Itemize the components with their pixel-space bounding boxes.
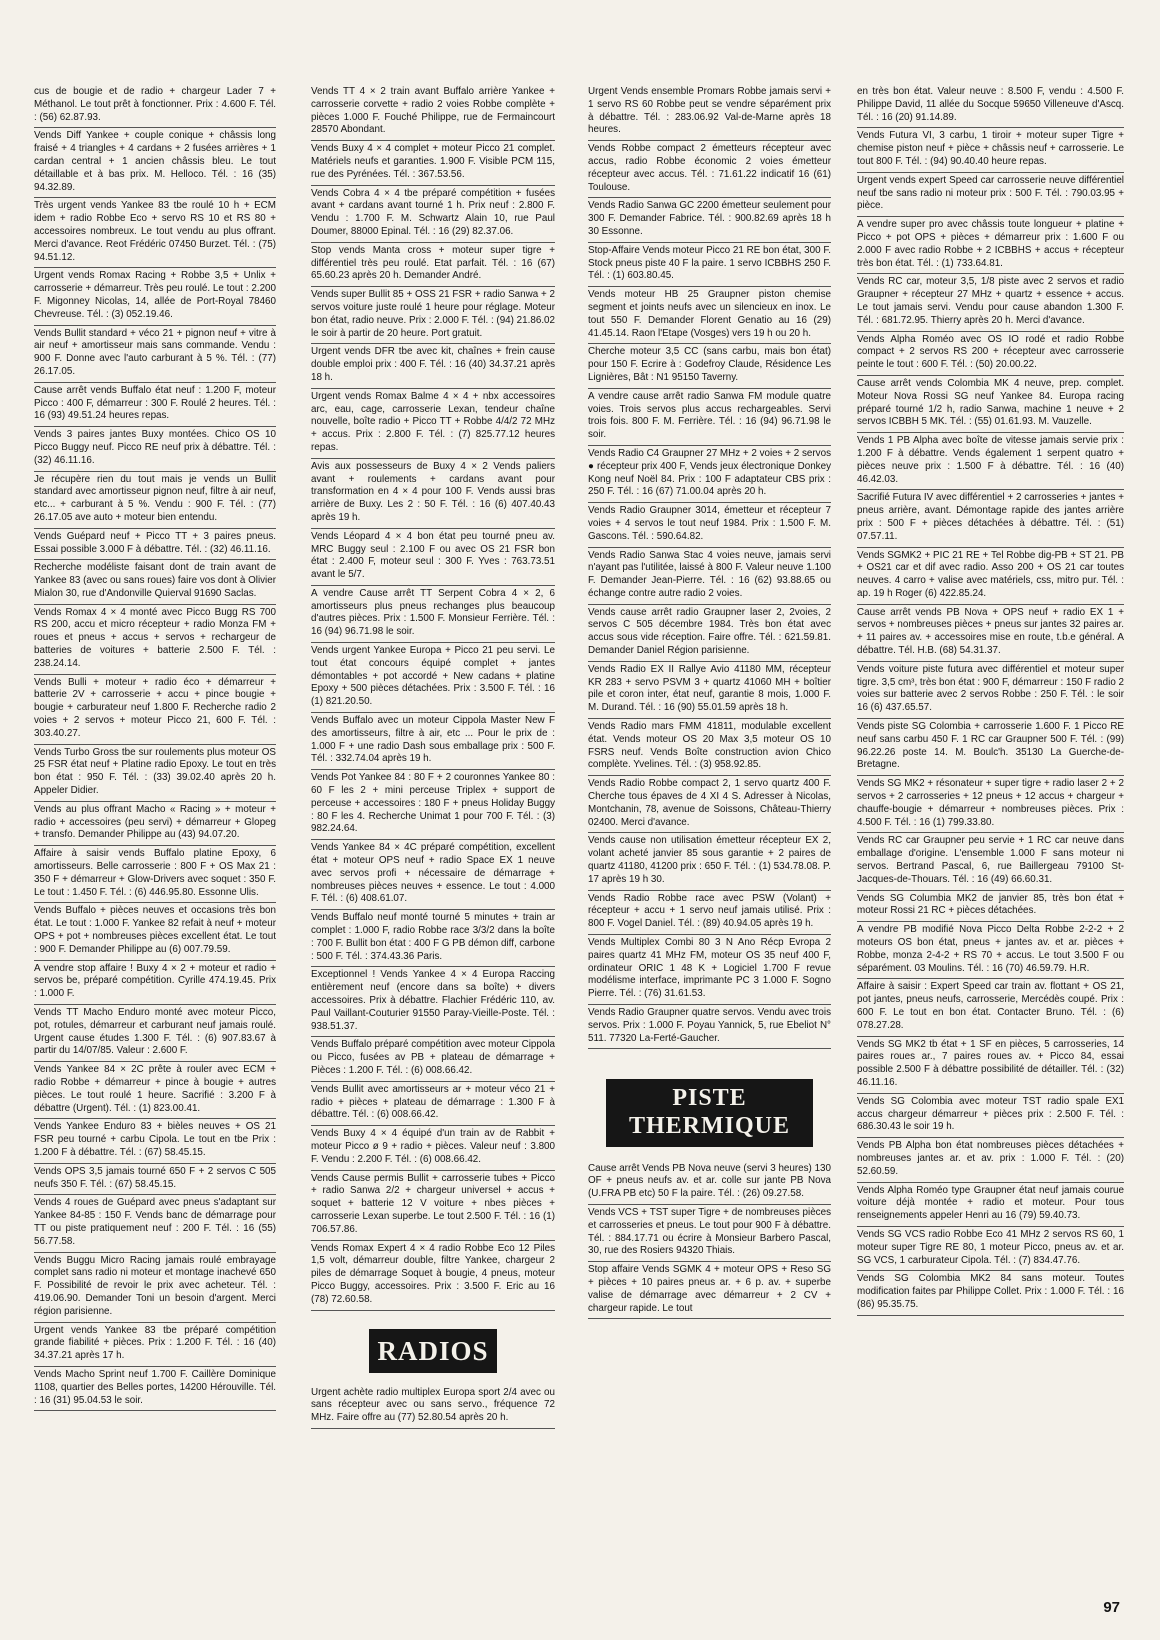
classified-ad: Vends cause non utilisation émetteur récepteur EX 2, volant acheté janvier 85 sous garantie + 2 paires de quartz 41180, 41200 prix : 650 F. Tél. : (1) 534.78.08. P. 17 après 19 h 30. — [588, 833, 831, 890]
classified-ad: Vends Radio EX II Rallye Avio 41180 MM, récepteur KR 283 + servo PSVM 3 + quartz 41060 MH + boîtier pile et coron inter, état neuf, garantie 8 mois, 1.000 F. M. Durand. Tél. : 16 (90) 55.01.59 après 18 h. — [588, 662, 831, 719]
classified-ad: Vends Radio C4 Graupner 27 MHz + 2 voies + 2 servos ● récepteur prix 400 F, Vends jeux électronique Donkey Kong neuf Noël 84. Prix : 100 F adaptateur CBS prix : 250 F. Tél. : 16 (67) 71.00.04 après 20 h. — [588, 446, 831, 503]
classified-ad: Vends Buffalo préparé compétition avec moteur Cippola ou Picco, fusées av PB + plateau de démarrage + Pièces : 1.200 F. Tél. : (6) 008.66.42. — [311, 1037, 555, 1081]
classified-ad: Vends Radio Graupner quatre servos. Vendu avec trois servos. Prix : 1.000 F. Poyau Yannick, 5, rue Ebeliot N° 511. 77320 La-Ferté-Gaucher. — [588, 1005, 831, 1049]
classified-ad: Vends Buggu Micro Racing jamais roulé embrayage complet sans radio ni moteur et montage inachevé 650 F. Possibilité de revoir le prix avec acheteur. Tél. : 419.06.90. Demander Toni un besoin d'argent. Merci région parisienne. — [34, 1253, 276, 1323]
classified-ad: Cause arrêt vends Colombia MK 4 neuve, prep. complet. Moteur Nova Rossi SG neuf Yankee 84. Europa racing préparé tourné 1/2 h, radio Sanwa, machine 1 neuve + 2 servos ICBBH 5 MK. Tél. : (55) 01.61.93. M. Vauzelle. — [857, 376, 1124, 433]
classified-ad: Vends 3 paires jantes Buxy montées. Chico OS 10 Picco Buggy neuf. Picco RE neuf prix à débattre. Tél. : (32) 46.11.16. — [34, 427, 276, 471]
classified-ad: Vends Alpha Roméo type Graupner état neuf jamais courue voiture déjà montée + radio et moteur. Pour tous renseignements appeler Henri au 16 (79) 59.40.73. — [857, 1183, 1124, 1227]
classified-ad: Vends TT Macho Enduro monté avec moteur Picco, pot, rotules, démarreur et carburant neuf jamais roulé. Urgent cause études 1.300 F. Tél. : (6) 907.83.67 à partir du 14/07/85. Valeur : 2.600 F. — [34, 1005, 276, 1062]
classified-ad: Vends Bulli + moteur + radio éco + démarreur + batterie 2V + carrosserie + accu + pince bougie + bougie + carburateur neuf 1.800 F. Recherche radio 2 voies + 2 servos + moteur Picco 21, 600 F. Tél. : 303.40.27. — [34, 675, 276, 745]
classified-ad: Vends Yankee 84 × 4C préparé compétition, excellent état + moteur OPS neuf + radio Space EX 1 neuve avec servos profi + nécessaire de démarrage + nombreuses pièces neuves + essence. Le tout : 4.000 F. Tél. : (6) 408.61.07. — [311, 840, 555, 910]
radios-ads — [311, 1385, 555, 1429]
classified-ad: A vendre stop affaire ! Buxy 4 × 2 + moteur et radio + servos be, préparé compétition. Cyrille 474.19.45. Prix : 1.000 F. — [34, 961, 276, 1005]
classified-ad: Vends Bullit standard + véco 21 + pignon neuf + vitre à air neuf + amortisseur mais sans commande. Vendu : 900 F. Donne avec l'auto carburant à 5 %. Tél. : (77) 26.17.05. — [34, 326, 276, 383]
classified-ad: Vends Turbo Gross tbe sur roulements plus moteur OS 25 FSR état neuf + Platine radio Epoxy. Le tout en très bon état : 950 F. Tél. : (33) 39.02.40 après 20 h. Appeler Didier. — [34, 745, 276, 802]
classified-ad: Stop-Affaire Vends moteur Picco 21 RE bon état, 300 F. Stock pneus piste 40 F la paire. 1 servo ICBBHS 250 F. Tél. : (1) 603.80.45. — [588, 243, 831, 287]
classified-ad: Urgent vends expert Speed car carrosserie neuve différentiel neuf tbe sans radio ni moteur prix : 500 F. Tél. : 790.03.95 + pièce. — [857, 173, 1124, 217]
classified-ad: Vends piste SG Colombia + carrosserie 1.600 F. 1 Picco RE neuf sans carbu 450 F. 1 RC car Graupner 500 F. Tél. : (99) 96.22.26 poste 14. M. Boulc'h. 35130 La Guerche-de-Bretagne. — [857, 719, 1124, 776]
classified-ad: Urgent achète radio multiplex Europa sport 2/4 avec ou sans récepteur avec ou sans servo., fréquence 72 MHz. Faire offre au (77) 52.80.54 après 20 h. — [311, 1385, 555, 1429]
classified-ad: Vends Radio mars FMM 41811, modulable excellent état. Vends moteur OS 20 Max 3,5 moteur OS 10 FSRS neuf. Vends Boîte construction avion Chico complète. Yvelines. Tél. : (3) 958.92.85. — [588, 719, 831, 776]
classified-ad: Très urgent vends Yankee 83 tbe roulé 10 h + ECM idem + radio Robbe Eco + servo RS 10 et RS 80 + accessoires nombreux. Le tout vendu au plus offrant. Merci d'avance. Reot Frédéric 07450 Burzet. Tél. : (75) 94.51.12. — [34, 198, 276, 268]
classified-ad: Vends voiture piste futura avec différentiel et moteur super tigre. 3,5 cm³, très bon état : 900 F, démarreur : 150 F radio 2 voies sur batterie avec 2 servos Robbe : 250 F. Tél. : le soir 16 (6) 437.65.57. — [857, 662, 1124, 719]
classified-ad: A vendre super pro avec châssis toute longueur + platine + Picco + pot OPS + pièces + démarreur prix : 1.600 F ou 2.000 F avec radio Robbe + 2 ICBBHS + accus + récepteur très bon état. Tél. : (1) 733.64.81. — [857, 217, 1124, 274]
classified-ad: Vends Radio Robbe compact 2, 1 servo quartz 400 F. Cherche tous épaves de 4 XI 4 S. Adresser à Nicolas, Montchanin, 78, avenue de Soissons, Château-Thierry 02400. Merci d'avance. — [588, 776, 831, 833]
classified-ad: Vends SG Columbia MK2 de janvier 85, très bon état + moteur Rossi 21 RC + pièces détachées. — [857, 891, 1124, 923]
classified-ad: Avis aux possesseurs de Buxy 4 × 2 Vends paliers avant + roulements + cardans avant pour transformation en 4 × 4 pour 100 F. Vends aussi bras arrière de Buxy. Les 2 : 50 F. Tél. : 16 (6) 407.40.43 après 19 h. — [311, 459, 555, 529]
classified-ad: Vends Alpha Roméo avec OS IO rodé et radio Robbe compact + 2 servos RS 200 + récepteur avec carrosserie peinte le tout : 600 F. Tél. : (50) 20.00.22. — [857, 332, 1124, 376]
classified-ad: Urgent Vends ensemble Promars Robbe jamais servi + 1 servo RS 60 Robbe peut se vendre séparément prix à débattre. Tél. : 283.06.92 Val-de-Marne après 18 heures. — [588, 84, 831, 141]
classified-ad: Vends Multiplex Combi 80 3 N Ano Récp Evropa 2 paires quartz 41 MHz FM, moteur OS 35 neuf 400 F, ordinateur ORIC 1 48 K + Logiciel 1.700 F revue modélisme interface, imprimante PC 3 1.000 F. Sogno Pierre. Tél. : (76) 31.61.53. — [588, 935, 831, 1005]
classified-ad: Urgent vends DFR tbe avec kit, chaînes + frein cause double emploi prix : 400 F. Tél. : 16 (40) 34.37.21 après 18 h. — [311, 344, 555, 388]
classified-ad: Vends Futura VI, 3 carbu, 1 tiroir + moteur super Tigre + chemise piston neuf + pièce + châssis neuf + carrosserie. Le tout 800 F. Tél. : (94) 90.40.40 heure repas. — [857, 128, 1124, 172]
classified-ad: Vends Buffalo + pièces neuves et occasions très bon état. Le tout : 1.000 F. Yankee 82 refait à neuf + moteur OPS + pot + nombreuses pièces excellent état. Le tout : 900 F. Demander Philippe au (6) 007.79.59. — [34, 903, 276, 960]
classified-ad: Urgent vends Yankee 83 tbe préparé compétition grande fiabilité + pièces. Prix : 1.200 F. Tél. : 16 (40) 34.37.21 après 17 h. — [34, 1323, 276, 1367]
classified-ad: Vends SG VCS radio Robbe Eco 41 MHz 2 servos RS 60, 1 moteur super Tigre RE 80, 1 moteur Picco, pneus av. et ar. SG VCS, 1 carburateur Cipola. Tél. : (7) 834.47.76. — [857, 1227, 1124, 1271]
radios-section-header: RADIOS — [369, 1329, 497, 1373]
classified-ad: A vendre PB modifié Nova Picco Delta Robbe 2-2-2 + 2 moteurs OS bon état, pneus + jantes av. et ar. pièces + Robbe, monza 2-4-2 + RS 70 + accus. Le tout 3.500 F ou séparément. 03 Moulins. Tél. : 16 (70) 46.59.79. H.R. — [857, 922, 1124, 979]
piste-thermique-ads — [588, 1161, 831, 1320]
classified-ad: Vends SGMK2 + PIC 21 RE + Tel Robbe dig-PB + ST 21. PB + OS21 car et dif avec radio. Asso 200 + OS 21 car toutes neuves. 4 carro + valise avec matériels, css, mitro pur. Tél. : ap. 19 h Roger (6) 422.85.24. — [857, 548, 1124, 605]
classified-ad: Vends cause arrêt radio Graupner laser 2, 2voies, 2 servos C 505 décembre 1984. Très bon état avec accus sous vide réception. Faire offre. Tél. : 621.59.81. Demander Daniel Région parisienne. — [588, 605, 831, 662]
classified-ad: Vends Romax Expert 4 × 4 radio Robbe Eco 12 Piles 1,5 volt, démarreur double, filtre Yankee, chargeur 2 piles de démarrage Soquet à bougie, 4 pneus, moteur Picco Buggy, accessoires. Prix : 3.500 F. Eric au 16 (78) 72.60.58. — [311, 1241, 555, 1311]
classified-ad: Vends Pot Yankee 84 : 80 F + 2 couronnes Yankee 80 : 60 F les 2 + mini perceuse Triplex + support de perceuse + accessoires : 180 F + pneus Holiday Buggy : 80 F les 4. Recherche Unimat 1 pour 700 F. Tél. : (3) 982.24.64. — [311, 770, 555, 840]
classified-ad: Vends TT 4 × 2 train avant Buffalo arrière Yankee + carrosserie corvette + radio 2 voies Robbe complète + pièces 1.000 F. Fouché Philippe, rue de Fermaincourt 28570 Abondant. — [311, 84, 555, 141]
classified-ad: Vends SG Colombia avec moteur TST radio spale EX1 accus chargeur démarreur + pièces prix : 2.500 F. Tél. : 686.30.43 le soir 19 h. — [857, 1094, 1124, 1138]
classified-ad: Vends Léopard 4 × 4 bon état peu tourné pneu av. MRC Buggy seul : 2.100 F ou avec OS 21 FSR bon état : 2.400 F, moteur seul : 300 F. Yves : 763.73.51 avant le 5/7. — [311, 529, 555, 586]
column-2-ads — [311, 84, 555, 1311]
column-3-ads — [588, 84, 831, 1049]
classified-ad: Vends Radio Sanwa Stac 4 voies neuve, jamais servi n'ayant pas l'utilitée, laissé à 800 F. Valeur neuve 1.100 F. Demander Jean-Pierre. Tél. : 16 (62) 93.88.65 ou échange contre autre radio 2 voies. — [588, 548, 831, 605]
classified-ad: Vends SG Colombia MK2 84 sans moteur. Toutes modification faites par Philippe Collet. Prix : 1.000 F. Tél. : 16 (86) 95.35.75. — [857, 1271, 1124, 1315]
classified-ad: Vends moteur HB 25 Graupner piston chemise segment et joints neufs avec un silencieux en inox. Le tout 550 F. Demander Florent Genatio au 16 (29) 41.45.14. Raon l'Etape (Vosges) vers 19 h ou 20 h. — [588, 287, 831, 344]
classified-ad: Vends urgent Yankee Europa + Picco 21 peu servi. Le tout état concours équipé complet + jantes démontables + pot accordé + New cadans + platine Epoxy + 500 pièces détachées. Prix : 3.500 F. Tél. : 16 (1) 821.20.50. — [311, 643, 555, 713]
classified-ad: Vends Yankee Enduro 83 + bièles neuves + OS 21 FSR peu tourné + carbu Cipola. Le tout en tbe Prix : 1.200 F à débattre. Tél. : (67) 58.45.15. — [34, 1119, 276, 1163]
classified-ad: Vends SG MK2 tb état + 1 SF en pièces, 5 carrosseries, 14 paires roues ar., 7 paires roues av. + Picco 84, essai possible 2.500 F à débattre possibilité de détailler. Tél. : (32) 46.11.16. — [857, 1037, 1124, 1094]
classified-ad: Urgent vends Romax Racing + Robbe 3,5 + Unlix + carrosserie + démarreur. Très peu roulé. Le tout : 2.200 F. Migonney Nicolas, 14, allée de Port-Royal 78460 Chevreuse. Tél. : (3) 052.19.46. — [34, 268, 276, 325]
classified-ad: Cherche moteur 3,5 CC (sans carbu, mais bon état) pour 150 F. Ecrire à : Godefroy Claude, Résidence Les Lignières, Bât : N1 95150 Taverny. — [588, 344, 831, 388]
classified-ad: Cause arrêt vends Buffalo état neuf : 1.200 F, moteur Picco : 400 F, démarreur : 300 F. Roulé 2 heures. Tél. : 16 (93) 49.51.24 heures repas. — [34, 383, 276, 427]
classified-ad: Vends Robbe compact 2 émetteurs récepteur avec accus, radio Robbe économic 2 voies émetteur récepteur avec accus. Tél. : 71.61.22 indicatif 16 (61) Toulouse. — [588, 141, 831, 198]
classified-ad: A vendre Cause arrêt TT Serpent Cobra 4 × 2, 6 amortisseurs plus pneus rechanges plus beaucoup d'autres pièces. Prix : 1.500 F. Monsieur Ferrière. Tél. : 16 (94) 96.71.98 le soir. — [311, 586, 555, 643]
classified-ad: Vends RC car Graupner peu servie + 1 RC car neuve dans emballage d'origine. L'ensemble 1.000 F sans moteur ni servos. Bertrand Pascal, 6, rue Baillergeau 79100 St-Jacques-de-Thouars. Tél. : 16 (49) 66.60.31. — [857, 833, 1124, 890]
classified-ad: Je récupère rien du tout mais je vends un Bullit standard avec amortisseur pignon neuf, filtre à air neuf, etc... + carburant à 5 %. Vendu : 900 F. Tél. : (77) 26.17.05 ave auto + moteur bien entendu. — [34, 472, 276, 529]
classified-ad: Stop vends Manta cross + moteur super tigre + différentiel très peu roulé. Etat parfait. Tél. : 16 (67) 65.60.23 après 20 h. Demander André. — [311, 243, 555, 287]
classified-column-1 — [34, 84, 276, 1619]
classified-ad: Vends Yankee 84 × 2C prête à rouler avec ECM + radio Robbe + démarreur + pince à bougie + autres pièces. Le tout roulé 1 heure. Sacrifié : 3.200 F à débattre (Urgent). Tél. : (1) 823.00.41. — [34, 1062, 276, 1119]
classified-ad: Vends Radio Graupner 3014, émetteur et récepteur 7 voies + 4 servos le tout neuf 1984. Prix : 1.500 F. M. Gascons. Tél. : 590.64.82. — [588, 503, 831, 547]
classified-ad: Affaire à saisir : Expert Speed car train av. flottant + OS 21, pot jantes, pneus neufs, carrosserie, Mercédès coupé. Prix : 600 F. Le tout en bon état. Contacter Bruno. Tél. : (6) 078.27.28. — [857, 979, 1124, 1036]
classified-ad: Recherche modéliste faisant dont de train avant de Yankee 83 (avec ou sans roues) faire vos dont à Olivier Mialon 30, rue d'Andonville Quierval 91690 Saclas. — [34, 560, 276, 604]
classified-ad: Vends Buxy 4 × 4 équipé d'un train av de Rabbit + moteur Picco ø 9 + radio + pièces. Valeur neuf : 3.800 F. Vendu : 2.200 F. Tél. : (6) 008.66.42. — [311, 1126, 555, 1170]
classified-ad: Vends Radio Robbe race avec PSW (Volant) + récepteur + accu + 1 servo neuf jamais utilisé. Prix : 800 F. Vogel Daniel. Tél. : (89) 40.94.05 après 19 h. — [588, 891, 831, 935]
classified-column-4 — [857, 84, 1124, 1619]
classified-ad: Vends Diff Yankee + couple conique + châssis long fraisé + 4 triangles + 4 cardans + 2 fusées arrières + 1 cardan central + 1 ancien châssis bleu. Le tout détaillable et à bas prix. M. Helloco. Tél. : 16 (35) 94.32.89. — [34, 128, 276, 198]
classified-ad: Vends Bullit avec amortisseurs ar + moteur véco 21 + radio + pièces + plateau de démarrage : 1.300 F à débattre. Tél. : (6) 008.66.42. — [311, 1082, 555, 1126]
classified-ad: Stop affaire Vends SGMK 4 + moteur OPS + Reso SG + pièces + 10 paires pneus ar. + 6 p. av. + superbe valise de démarrage avec démarreur + 2 CV + chargeur rapide. Le tout — [588, 1262, 831, 1319]
classified-ad: Vends Cobra 4 × 4 tbe préparé compétition + fusées avant + cardans avant tourné 1 h. Prix neuf : 2.800 F. Vendu : 1.700 F. M. Schwartz Alain 10, rue Paul Doumer, 88000 Epinal. Tél. : 16 (29) 82.37.06. — [311, 186, 555, 243]
classified-ad: Vends Macho Sprint neuf 1.700 F. Caillère Dominique 1108, quartier des Belles portes, 14200 Hérouville. Tél. : 16 (31) 95.04.53 le soir. — [34, 1367, 276, 1411]
classified-ad: Vends 1 PB Alpha avec boîte de vitesse jamais servie prix : 1.200 F à débattre. Vends également 1 serpent quatro + pièces neuve prix : 1.500 F à débattre. Tél. : 16 (40) 46.42.03. — [857, 433, 1124, 490]
piste-header-line1: PISTE — [672, 1085, 747, 1112]
classified-ad: Vends Radio Sanwa GC 2200 émetteur seulement pour 300 F. Demander Fabrice. Tél. : 900.82.69 après 18 h 30 Essonne. — [588, 198, 831, 242]
classified-ad: Vends PB Alpha bon état nombreuses pièces détachées + nombreuses jantes ar. et av. prix : 1.000 F. Tél. : (20) 52.60.59. — [857, 1138, 1124, 1182]
classified-ad: Cause arrêt vends PB Nova + OPS neuf + radio EX 1 + servos + nombreuses pièces + pneus sur jantes 32 paires ar. + 11 paires av. + accessoires mise en route, t.b.e général. A débattre. Tél. H.B. (68) 54.31.37. — [857, 605, 1124, 662]
classified-ad: Vends VCS + TST super Tigre + de nombreuses pièces et carrosseries et pneus. Le tout pour 900 F à débattre. Tél. : 884.17.71 ou écrire à Monsieur Barbero Pascal, 30, rue des Rosiers 94320 Thiais. — [588, 1205, 831, 1262]
classified-ad: Vends SG MK2 + résonateur + super tigre + radio laser 2 + 2 servos + 2 carrosseries + 12 pneus + 12 accus + chargeur + chauffe-bougie + démarreur + nombreuses pièces. Prix : 4.500 F. Tél. : 16 (1) 799.33.80. — [857, 776, 1124, 833]
page-number: 97 — [1103, 1599, 1120, 1616]
classified-ad: Cause arrêt Vends PB Nova neuve (servi 3 heures) 130 OF + pneus neufs av. et ar. colle sur jante PB Nova (U.FRA PB etc) 50 F la paire. Tél. : (26) 09.27.58. — [588, 1161, 831, 1205]
classified-ad: Urgent vends Romax Balme 4 × 4 + nbx accessoires arc, eau, cage, carrosserie Lexan, tendeur chaîne nouvelle, boîte radio + Picco TT + Robbe 4/4/2 72 MHz + accus. Prix : 2.800 F. Tél. : (7) 825.77.12 heures repas. — [311, 389, 555, 459]
classified-ad: Vends au plus offrant Macho « Racing » + moteur + radio + accessoires (peu servi) + démarreur + Glopeg + transfo. Demander Philippe au (43) 94.07.20. — [34, 802, 276, 846]
classified-ad: Sacrifié Futura IV avec différentiel + 2 carrosseries + jantes + pneus arrière, avant. Démontage rapide des jantes arrière prix : 500 F + pièces détachées à débattre. Tél. : (51) 07.57.11. — [857, 490, 1124, 547]
classified-column-3 — [588, 84, 831, 1619]
classified-ad: Vends Buffalo neuf monté tourné 5 minutes + train ar complet : 1.000 F, radio Robbe race 3/3/2 dans la boîte : 700 F. Bullit bon état : 400 F G PB démon diff, carbone : 500 F. Tél. : 374.43.36 Paris. — [311, 910, 555, 967]
classified-ad: Affaire à saisir vends Buffalo platine Epoxy, 6 amortisseurs. Belle carrosserie : 800 F + OS Max 21 : 350 F + démarreur + Glow-Drivers avec soquet : 350 F. Le tout : 1.450 F. Tél. : (6) 446.95.80. Essonne Ulis. — [34, 846, 276, 903]
classified-ad: Vends Romax 4 × 4 monté avec Picco Bugg RS 700 RS 200, accu et micro récepteur + radio Monza FM + roues et pneus + accus + servos + rechargeur de batteries de voitures + batterie 2.500 F. Tél. : 238.24.14. — [34, 605, 276, 675]
classified-column-2 — [311, 84, 555, 1619]
classified-ad: A vendre cause arrêt radio Sanwa FM module quatre voies. Trois servos plus accus rechargeables. Servi trois fois. 800 F. M. Ferrière. Tél. : 16 (94) 96.71.98 le soir. — [588, 389, 831, 446]
classified-ad: Vends Buxy 4 × 4 complet + moteur Picco 21 complet. Matériels neufs et garanties. 1.900 F. Visible PCM 115, rue des Pyrénées. Tél. : 367.53.56. — [311, 141, 555, 185]
classified-ad: Vends super Bullit 85 + OSS 21 FSR + radio Sanwa + 2 servos voiture juste roulé 1 heure pour réglage. Moteur bon état, radio neuve. Prix : 2.000 F. Tél. : (94) 21.86.02 le soir à partir de 20 heure. Port gratuit. — [311, 287, 555, 344]
classified-ad: Vends RC car, moteur 3,5, 1/8 piste avec 2 servos et radio Graupner + récepteur 27 MHz + quartz + essence + accus. Le tout jamais servi. Vendu pour cause abandon 1.300 F. Tél. : 681.72.95. Thierry après 20 h. Merci d'avance. — [857, 274, 1124, 331]
classified-ad: Vends OPS 3,5 jamais tourné 650 F + 2 servos C 505 neufs 350 F. Tél. : (67) 58.45.15. — [34, 1164, 276, 1196]
classified-ad: Vends Cause permis Bullit + carrosserie tubes + Picco + radio Sanwa 2/2 + chargeur universel + accus + soquet + batterie 12 V voiture + nbes pièces + carrosserie Lexan superbe. Le tout 2.500 F. Tél. : 16 (1) 706.57.86. — [311, 1171, 555, 1241]
piste-thermique-section-header — [606, 1079, 813, 1146]
classified-ad: Vends 4 roues de Guépard avec pneus s'adaptant sur Yankee 84-85 : 150 F. Vends banc de démarrage pour TT ou piste pratiquement neuf : 200 F. Tél. : 16 (55) 56.77.58. — [34, 1195, 276, 1252]
classified-ad: Vends Buffalo avec un moteur Cippola Master New F des amortisseurs, filtre à air, etc ... Pour le prix de : 1.000 F + une radio Dash sous emballage prix : 500 F. Tél. : 332.74.04 après 19 h. — [311, 713, 555, 770]
classified-ad: Exceptionnel ! Vends Yankee 4 × 4 Europa Raccing entièrement neuf (encore dans sa boîte) + divers accessoires. Prix à débattre. Flachier Frédéric 110, av. Paul Vaillant-Couturier 91550 Paray-Vieille-Poste. Tél. : 938.51.37. — [311, 967, 555, 1037]
classified-ad: cus de bougie et de radio + chargeur Lader 7 + Méthanol. Le tout prêt à fonctionner. Prix : 4.600 F. Tél. : (56) 62.87.93. — [34, 84, 276, 128]
classified-ad: Vends Guépard neuf + Picco TT + 3 paires pneus. Essai possible 3.000 F à débattre. Tél. : (32) 46.11.16. — [34, 529, 276, 561]
piste-header-line2: THERMIQUE — [628, 1112, 790, 1139]
classified-ad: en très bon état. Valeur neuve : 8.500 F, vendu : 4.500 F. Philippe David, 11 allée du Socque 59650 Villeneuve d'Ascq. Tél. : 16 (20) 91.14.89. — [857, 84, 1124, 128]
